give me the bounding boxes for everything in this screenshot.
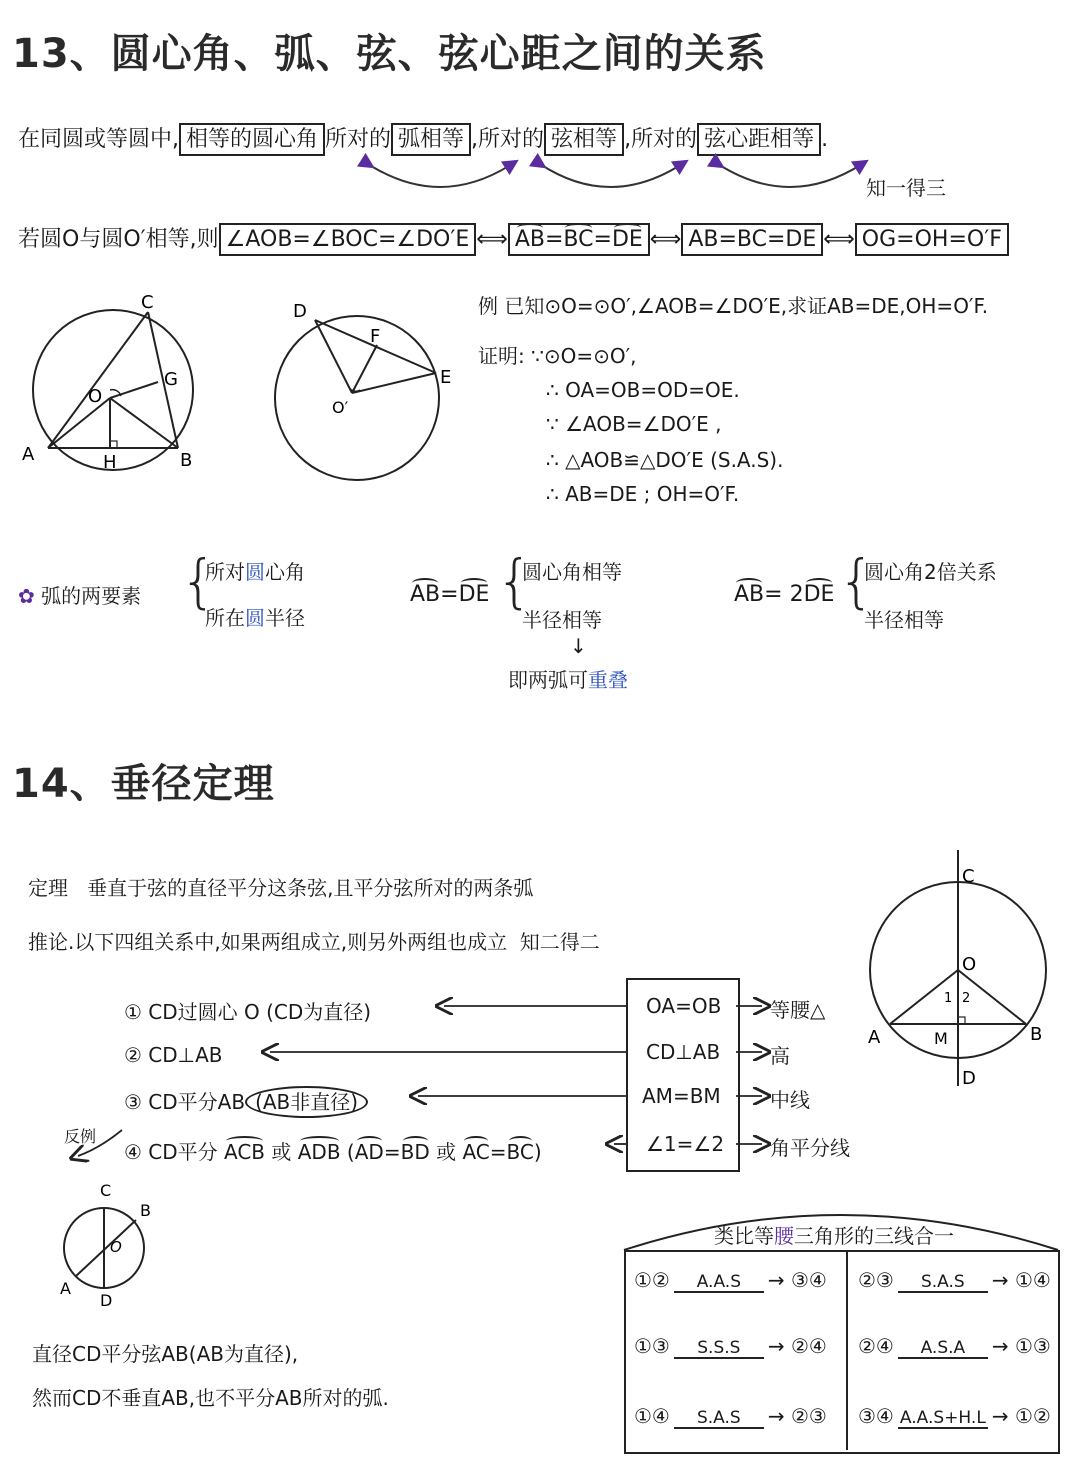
arc-ac: AC — [462, 1140, 490, 1164]
arc-de: DE — [458, 582, 490, 607]
arc-element-2-c: 半径 — [265, 606, 305, 630]
arc-element-1-a: 所对 — [205, 560, 245, 584]
brace-2: { — [496, 547, 533, 615]
label-a: A — [60, 1279, 71, 1298]
counter-example-label: 反例 — [64, 1127, 97, 1146]
c4-p2: ) — [533, 1140, 542, 1164]
box-distances: OG=OH=O′F — [855, 223, 1009, 256]
eq-op: = 2 — [764, 582, 804, 607]
rule-from: ①④ — [634, 1404, 670, 1428]
iff-arrow-2: ⟺ — [649, 227, 682, 252]
box-row-oa-ob: OA=OB — [646, 994, 722, 1018]
condition-1: ① CD过圆心 O (CD为直径) — [124, 1000, 372, 1024]
rule-to: → ③④ — [767, 1268, 827, 1292]
corollary-note: 知二得二 — [519, 930, 600, 954]
label-e: E — [440, 367, 452, 388]
box-angles: ∠AOB=∠BOC=∠DO′E — [219, 223, 477, 256]
table-left-row — [634, 1404, 827, 1429]
label-o: O — [88, 386, 103, 407]
equal-radius-item: 半径相等 — [522, 608, 602, 632]
rule-name: S.A.S — [674, 1409, 764, 1429]
label-m: M — [934, 1029, 948, 1048]
figure-circle-o-prime — [260, 295, 460, 490]
label-c: C — [962, 866, 975, 887]
label-c: C — [100, 1181, 112, 1200]
rule-from: ①③ — [634, 1334, 670, 1358]
brace-1: { — [180, 547, 217, 615]
rule-name: S.S.S — [674, 1339, 764, 1359]
figure-counter-example — [56, 1180, 166, 1310]
example-statement: 例 已知⊙O=⊙O′,∠AOB=∠DO′E,求证AB=DE,OH=O′F. — [478, 294, 989, 318]
arc-element-2 — [205, 602, 305, 631]
overlap-note — [508, 664, 628, 693]
arc-element-1 — [205, 556, 305, 585]
label-d: D — [293, 301, 307, 322]
label-o-prime: O′ — [332, 398, 349, 417]
relation-mid3: ,所对的 — [624, 127, 698, 152]
label-b: B — [180, 450, 193, 471]
outcome-median: 中线 — [770, 1088, 810, 1112]
brace-3: { — [838, 547, 875, 615]
rule-from: ③④ — [858, 1404, 894, 1428]
table-right-row — [858, 1404, 1051, 1429]
down-arrow: ↓ — [570, 634, 587, 658]
table-divider — [846, 1250, 848, 1450]
arc-elements-title: 弧的两要素 — [41, 584, 142, 608]
condition-3-b: (AB非直径) — [245, 1086, 368, 1118]
arc-adb: ADB — [297, 1140, 341, 1164]
flower-icon: ✿ — [18, 584, 35, 608]
outcome-bisector: 角平分线 — [770, 1136, 850, 1160]
eq-sign: = — [544, 227, 564, 252]
section14-title: 14、垂径定理 — [12, 761, 275, 807]
proof-line-3: ∵ ∠AOB=∠DO′E , — [546, 412, 722, 436]
c4-a: ④ CD平分 — [124, 1140, 218, 1164]
rule-name: A.S.A — [898, 1339, 988, 1359]
box-row-cd-perp-ab: CD⊥AB — [646, 1040, 721, 1064]
label-o: O — [962, 954, 977, 975]
corollary-text: .以下四组关系中,如果两组成立,则另外两组也成立 — [68, 930, 508, 954]
arc-de: DE — [803, 582, 835, 607]
c4-p1: ( — [346, 1140, 355, 1164]
label-h: H — [103, 452, 117, 473]
rule-from: ②④ — [858, 1334, 894, 1358]
label-a: A — [868, 1027, 881, 1048]
box-arcs — [508, 223, 650, 256]
relation-end: . — [821, 127, 829, 152]
radius-equal-item: 半径相等 — [864, 608, 944, 632]
label-d: D — [962, 1068, 976, 1089]
arc-ab: AB — [514, 227, 545, 252]
label-d: D — [100, 1291, 113, 1310]
proof-line-4: ∴ △AOB≌△DO′E (S.A.S). — [546, 448, 784, 472]
label-c: C — [141, 292, 154, 313]
arc-ab: AB — [734, 582, 765, 607]
box-row-angle-eq: ∠1=∠2 — [646, 1132, 725, 1156]
table-left-row — [634, 1268, 827, 1293]
c4-eq1: = — [383, 1140, 401, 1164]
table-title-c: 三角形的三线合一 — [794, 1224, 954, 1248]
theorem-line — [28, 872, 533, 901]
eq-sign: = — [593, 227, 612, 252]
corollary-line — [28, 926, 600, 955]
rule-to: → ①④ — [991, 1268, 1051, 1292]
rule-name: S.A.S — [898, 1273, 988, 1293]
label-1: 1 — [944, 991, 953, 1006]
c4-or2: 或 — [436, 1140, 457, 1164]
iff-arrow-3: ⟺ — [823, 227, 855, 252]
rule-to: → ①② — [991, 1404, 1051, 1428]
table-title-a: 类比等 — [714, 1224, 774, 1248]
c4-or: 或 — [271, 1140, 292, 1164]
relation-mid2: ,所对的 — [471, 127, 545, 152]
arc-elements-label — [18, 580, 141, 609]
relation-line — [18, 122, 828, 153]
arc-double-condition — [734, 582, 834, 607]
eq-op: = — [440, 582, 459, 607]
proof-line-5: ∴ AB=DE ; OH=O′F. — [546, 482, 740, 506]
table-right-row — [858, 1334, 1051, 1359]
condition-3-a: ③ CD平分AB — [124, 1090, 246, 1114]
box-chords: AB=BC=DE — [681, 223, 823, 256]
box-equal-angle: 相等的圆心角 — [179, 123, 325, 156]
label-b: B — [1030, 1024, 1043, 1045]
table-right-row — [858, 1268, 1051, 1293]
iff-arrow-1: ⟺ — [476, 227, 508, 252]
arc-bc: BC — [563, 227, 594, 252]
double-angle-item: 圆心角2倍关系 — [864, 560, 997, 584]
counter-text-2: 然而CD不垂直AB,也不平分AB所对的弧. — [32, 1386, 389, 1410]
table-title — [714, 1220, 954, 1249]
table-left-row — [634, 1334, 827, 1359]
equivalence-line — [18, 222, 1009, 253]
rule-from: ②③ — [858, 1268, 894, 1292]
arc-de: DE — [611, 227, 643, 252]
rule-name: A.A.S+H.L — [898, 1409, 988, 1429]
rule-to: → ②④ — [767, 1334, 827, 1358]
label-o: O — [110, 1238, 122, 1256]
outcome-isosceles: 等腰△ — [770, 998, 826, 1022]
figure-perpendicular-diameter — [860, 850, 1060, 1090]
label-g: G — [164, 369, 178, 390]
overlap-b: 重叠 — [588, 668, 628, 692]
rule-name: A.A.S — [674, 1273, 764, 1293]
label-f: F — [370, 326, 381, 347]
box-row-am-bm: AM=BM — [642, 1084, 721, 1108]
arc-equal-condition — [410, 582, 489, 607]
relation-mid1: 所对的 — [325, 127, 392, 152]
corollary-label: 推论 — [28, 930, 68, 954]
arc-bc: BC — [506, 1140, 534, 1164]
arc-ab: AB — [410, 582, 441, 607]
rule-from: ①② — [634, 1268, 670, 1292]
equal-angle-item: 圆心角相等 — [522, 560, 622, 584]
table-title-b: 腰 — [774, 1224, 794, 1248]
condition-2: ② CD⊥AB — [124, 1043, 223, 1067]
figure-circle-o — [18, 290, 218, 480]
arc-bd: BD — [400, 1140, 430, 1164]
proof-line-1: 证明: ∵⊙O=⊙O′, — [478, 344, 637, 368]
arc-ad: AD — [354, 1140, 384, 1164]
arc-acb: ACB — [224, 1140, 266, 1164]
proof-line-2: ∴ OA=OB=OD=OE. — [546, 378, 740, 402]
arc-element-1-c: 心角 — [265, 560, 305, 584]
know-one-get-three: 知一得三 — [866, 176, 946, 200]
rule-to: → ②③ — [767, 1404, 827, 1428]
box-equal-chord: 弦相等 — [544, 123, 624, 156]
rule-to: → ①③ — [991, 1334, 1051, 1358]
outcome-altitude: 高 — [770, 1044, 790, 1068]
theorem-label: 定理 — [28, 876, 68, 900]
counter-text-1: 直径CD平分弦AB(AB为直径), — [32, 1342, 299, 1366]
label-2: 2 — [962, 991, 971, 1006]
box-equal-arc: 弧相等 — [391, 123, 471, 156]
overlap-a: 即两弧可 — [508, 668, 588, 692]
relation-prefix: 在同圆或等圆中, — [18, 127, 179, 152]
box-equal-distance: 弦心距相等 — [697, 123, 821, 156]
section13-title: 13、圆心角、弧、弦、弦心距之间的关系 — [12, 31, 767, 77]
theorem-text: 垂直于弦的直径平分这条弦,且平分弦所对的两条弧 — [87, 876, 534, 900]
label-a: A — [22, 444, 35, 465]
arc-element-2-b: 圆 — [245, 606, 265, 630]
c4-eq2: = — [489, 1140, 507, 1164]
label-b: B — [140, 1201, 151, 1220]
equivalence-prefix: 若圆O与圆O′相等,则 — [18, 227, 219, 252]
arc-element-1-b: 圆 — [245, 560, 265, 584]
arc-element-2-a: 所在 — [205, 606, 245, 630]
